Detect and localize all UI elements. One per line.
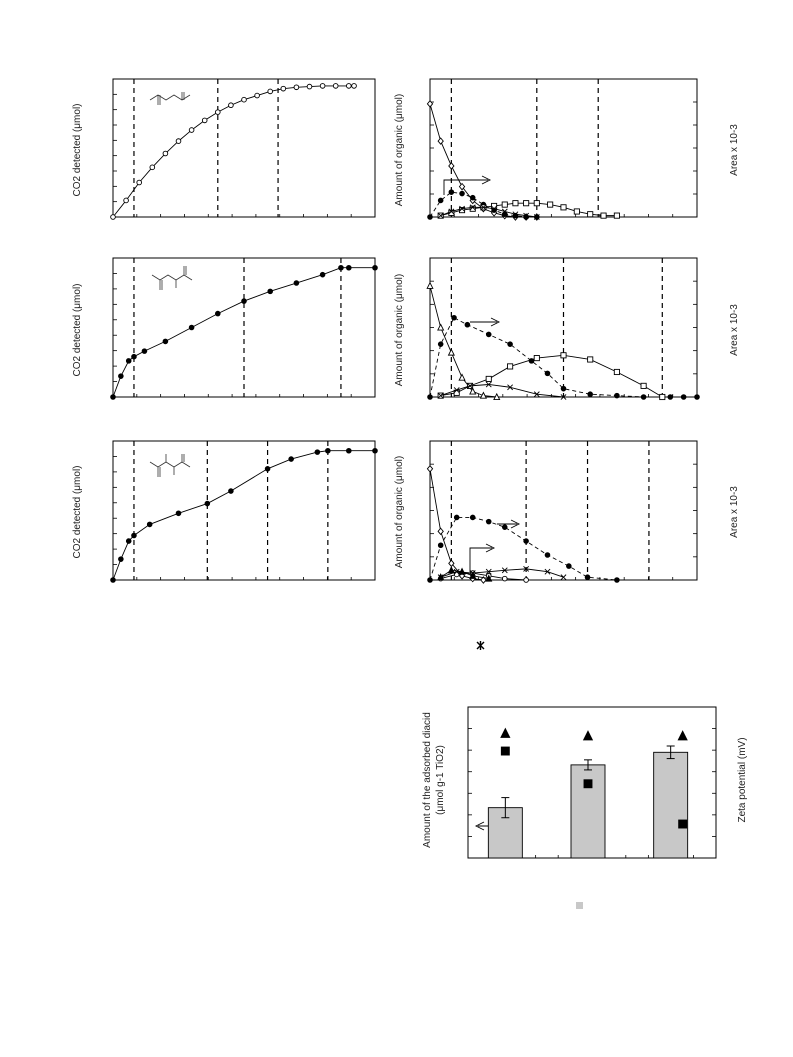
organic_1-series-2-point: [502, 202, 507, 207]
co2_1-series-0-point: [333, 84, 338, 89]
adsorbed_zeta-bar: [571, 765, 605, 858]
molecule-sketch-2: [152, 266, 192, 290]
co2_2-series-0-point: [189, 325, 194, 330]
annotation-arrow-3: [497, 520, 519, 528]
organic-ylabel-2: Amount of organic (μmol): [394, 273, 405, 387]
co2_1-series-0-point: [346, 84, 351, 89]
molecule-sketch-1: [150, 92, 190, 105]
co2_1-series-0-point: [242, 97, 247, 102]
organic_3-series-3-point: [561, 575, 566, 580]
co2_1-series-0-point: [294, 85, 299, 90]
organic_2-series-2-point: [534, 355, 539, 360]
co2-ylabel-2: CO2 detected (μmol): [72, 283, 83, 377]
organic_2-series-1-point: [438, 342, 443, 347]
area-ylabel-3: Area x 10-3: [729, 486, 740, 538]
organic_3-series-1-point: [438, 543, 443, 548]
co2_3-series-0-point: [126, 539, 131, 544]
organic_1-axes: [427, 79, 697, 220]
co2_2-series-0-point: [346, 265, 351, 270]
organic_1-series-0-point: [449, 163, 454, 169]
organic_1-series-2-point: [548, 202, 553, 207]
organic_1-series-2-point: [588, 212, 593, 217]
organic_3-series-1-point: [502, 525, 507, 530]
organic_2-series-1-point: [428, 395, 433, 400]
organic_2-series-2-point: [641, 383, 646, 388]
organic_2-axes: [427, 258, 699, 400]
co2_1-series-0-point: [111, 215, 116, 220]
organic_3-series-1-point: [428, 578, 433, 583]
co2_1-series-0-point: [202, 118, 207, 123]
co2_1-series-0-point: [215, 110, 220, 115]
organic_2-series-2-point: [508, 364, 513, 369]
co2_3-series-0-point: [147, 522, 152, 527]
legend-cross-glyph: [477, 641, 484, 650]
organic_2-series-1-point: [465, 322, 470, 327]
annotation-arrow-4: [470, 544, 494, 572]
adsorbed_zeta-axes: [468, 707, 716, 858]
co2_1-series-0-point: [352, 84, 357, 89]
organic_1-series-2-point: [614, 213, 619, 218]
co2_3-series-0-point: [326, 448, 331, 453]
organic_2-series-2-point: [588, 357, 593, 362]
organic_2-series-1-point: [545, 371, 550, 376]
organic_1-series-1-point: [438, 198, 443, 203]
co2_2-series-0-point: [320, 272, 325, 277]
adsorbed_zeta-marker-1: [679, 820, 687, 828]
organic_2-series-1-point: [508, 342, 513, 347]
co2_3-series-0-point: [176, 511, 181, 516]
co2_1-series-0-point: [255, 93, 260, 98]
co2_2-series-0-point: [119, 374, 124, 379]
organic_3-series-1-point: [470, 515, 475, 520]
organic_1-series-2-point: [513, 201, 518, 206]
organic_3-series-1-point: [486, 519, 491, 524]
charts-layer: [111, 79, 716, 858]
adsorbed_zeta-marker-0: [584, 731, 593, 740]
co2_1-series-0-point: [307, 84, 312, 89]
co2_3-series-0-line: [113, 451, 375, 580]
organic_2-series-1-point: [452, 315, 457, 320]
co2_3-series-0-point: [346, 448, 351, 453]
organic_3-series-0-point: [427, 466, 432, 472]
co2_1-series-0-point: [163, 151, 168, 156]
co2_1-series-0-point: [189, 128, 194, 133]
organic_2-series-0-point: [449, 349, 455, 355]
organic_1-series-1-point: [460, 191, 465, 196]
adsorbed_zeta-marker-1: [501, 747, 509, 755]
legend-bar-swatch: [576, 902, 583, 909]
co2_1-series-0-point: [150, 165, 155, 170]
co2_2-series-0-point: [111, 395, 116, 400]
co2_3-series-0-point: [315, 450, 320, 455]
adsorbed_zeta-bar: [654, 752, 688, 858]
organic_3-series-1-point: [585, 575, 590, 580]
adsorbed_zeta-marker-1: [584, 780, 592, 788]
organic_3-series-1-point: [454, 515, 459, 520]
organic_2-series-1-point: [486, 332, 491, 337]
co2_2-series-0-point: [126, 359, 131, 364]
co2_1-series-0-point: [229, 103, 234, 108]
organic_1-series-2-point: [491, 203, 496, 208]
organic_1-series-2-point: [534, 201, 539, 206]
organic_2-series-0-point: [427, 283, 433, 289]
organic_3-series-2-point: [524, 578, 529, 583]
organic_1-series-2-point: [561, 205, 566, 210]
organic_3-series-0-point: [438, 528, 443, 534]
co2_3-series-0-point: [373, 448, 378, 453]
organic_3-series-1-point: [524, 539, 529, 544]
co2_3-series-0-point: [205, 501, 210, 506]
organic_2-series-0-point: [459, 374, 465, 380]
adsorbed_zeta-marker-0: [678, 731, 687, 740]
co2_3-frame: [113, 441, 375, 580]
organic_2-series-0-point: [481, 392, 487, 398]
co2_1-series-0-point: [176, 139, 181, 144]
co2_2-series-0-point: [373, 265, 378, 270]
adsorbed_zeta-marker-0: [501, 729, 510, 738]
organic_1-series-0-line: [430, 104, 537, 217]
organic_3-series-0-line: [430, 469, 483, 580]
zeta-ylabel: Zeta potential (mV): [737, 737, 748, 823]
organic-ylabel-3: Amount of organic (μmol): [394, 455, 405, 569]
organic_3-series-1-point: [615, 578, 620, 583]
molecule-sketch-3: [150, 454, 190, 477]
organic-ylabel-1: Amount of organic (μmol): [394, 93, 405, 207]
organic_3-series-2-point: [502, 576, 507, 581]
co2_3-series-0-point: [229, 489, 234, 494]
co2_1-series-0-point: [320, 84, 325, 89]
organic_2-series-1-point: [641, 395, 646, 400]
organic_2-series-0-point: [438, 324, 444, 330]
co2_2-series-0-point: [339, 265, 344, 270]
organic_1-series-2-point: [601, 213, 606, 218]
co2_2-series-0-point: [294, 281, 299, 286]
co2_1-series-0-point: [137, 180, 142, 185]
organic_1-series-2-point: [524, 201, 529, 206]
co2_1-series-0-point: [268, 89, 273, 94]
organic_1-series-1-point: [449, 190, 454, 195]
adsorbed-ylabel-line2: (μmol g-1 TiO2): [435, 745, 446, 815]
co2-ylabel-1: CO2 detected (μmol): [72, 103, 83, 197]
organic_3-series-4-point: [449, 567, 455, 573]
co2_2-series-0-point: [163, 339, 168, 344]
organic_1-series-1-point: [428, 215, 433, 220]
co2_2-series-0-point: [215, 311, 220, 316]
co2-ylabel-3: CO2 detected (μmol): [72, 465, 83, 559]
organic_1-series-1-point: [470, 195, 475, 200]
organic_2-series-1-point: [668, 395, 673, 400]
organic_2-series-2-point: [561, 353, 566, 358]
organic_2-series-2-point: [660, 394, 665, 399]
organic_3-axes: [427, 441, 697, 583]
organic_2-series-1-point: [681, 395, 686, 400]
co2_3-series-0-point: [132, 533, 137, 538]
annotation-arrow-2: [470, 318, 499, 326]
organic_2-series-1-point: [561, 386, 566, 391]
co2_3-series-0-point: [119, 557, 124, 562]
co2_3-series-0-point: [265, 466, 270, 471]
organic_2-series-2-point: [486, 376, 491, 381]
co2_1-series-0-point: [281, 86, 286, 91]
adsorbed-ylabel-line1: Amount of the adsorbed diacid: [422, 712, 433, 848]
organic_2-series-1-point: [615, 393, 620, 398]
area-ylabel-1: Area x 10-3: [729, 124, 740, 176]
organic_2-series-1-point: [588, 392, 593, 397]
co2_2-axes: [111, 258, 378, 399]
co2_2-series-0-point: [132, 354, 137, 359]
co2_3-series-0-point: [111, 578, 116, 583]
co2_1-series-0-point: [124, 198, 129, 203]
organic_2-series-1-point: [695, 395, 700, 400]
organic_1-series-2-point: [574, 209, 579, 214]
co2_2-series-0-point: [268, 289, 273, 294]
area-ylabel-2: Area x 10-3: [729, 304, 740, 356]
organic_2-series-2-point: [614, 369, 619, 374]
co2_2-series-0-point: [242, 299, 247, 304]
co2_3-series-0-point: [289, 457, 294, 462]
organic_3-series-1-point: [545, 553, 550, 558]
organic_3-series-1-point: [567, 564, 572, 569]
organic_1-series-0-point: [438, 138, 443, 144]
co2_2-series-0-point: [142, 349, 147, 354]
